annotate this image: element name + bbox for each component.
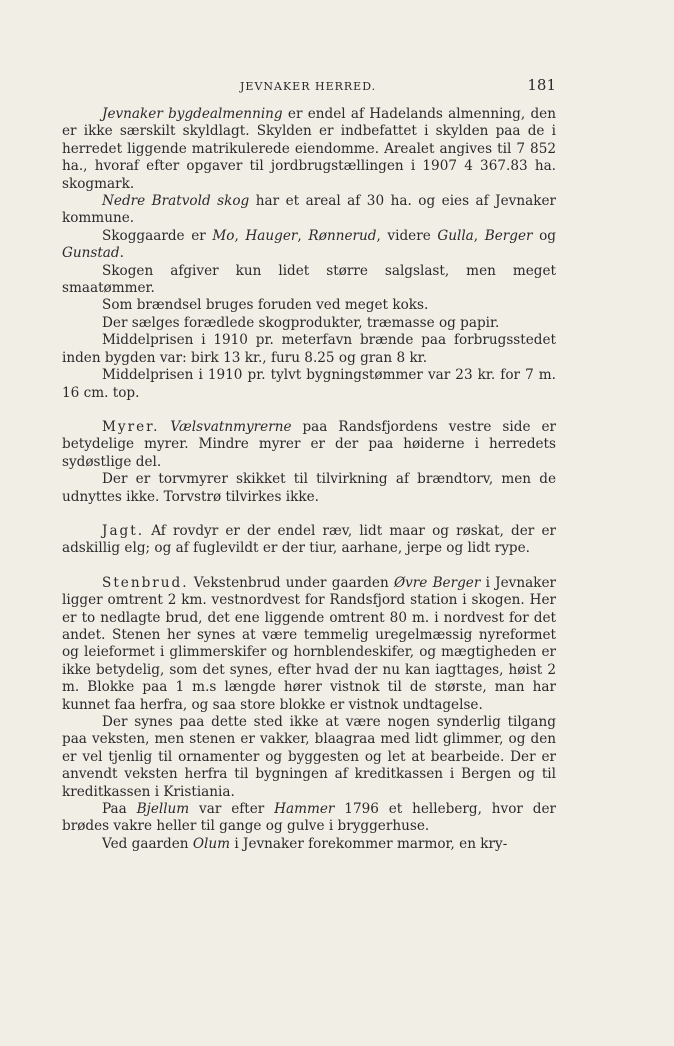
paragraph-text: .: [119, 245, 124, 262]
paragraph-skoggaarde: [62, 228, 556, 263]
paragraph-text: 1796 et helleberg, hvor der brødes vakre heller til gange og gulve i bryggerhuse.: [62, 801, 556, 835]
paragraph-text: [159, 419, 170, 435]
paragraph-tilgang: Der synes paa dette sted ikke at være nogen synderlig tilgang paa veksten, men stenen er vakker, blaagraa med lidt glimmer, og den er vel tjenlig til ornamenter og byggesten og let at bearbeide. Der er anvendt veksten herfra til bygningen af kreditkassen i Bergen og til kreditkassen i Kristiania.: [62, 714, 556, 800]
italic-term: Vælsvatnmyrerne: [170, 418, 292, 435]
italic-term: Berger: [484, 227, 533, 244]
paragraph-torvmyrer: Der er torvmyrer skikket til tilvirkning af brændtorv, men de udnyttes ikke. Torvstrø tilvirkes ikke.: [62, 471, 556, 505]
paragraph-text: Paa: [102, 801, 137, 818]
italic-term: Hauger: [245, 227, 298, 244]
paragraph-text: har et areal af 30 ha. og eies af Jevnaker kommune.: [62, 193, 556, 227]
page-number: 181: [527, 76, 556, 94]
paragraph-text: Af rovdyr er der endel ræv, lidt maar og røskat, der er adskillig elg; og af fuglevildt er der tiur, aarhane, jerpe og lidt rype.: [62, 522, 556, 557]
italic-term: Hammer: [274, 801, 335, 818]
paragraph-myrer: [62, 419, 556, 471]
paragraph-text: i Jevnaker forekommer marmor, en kry-: [230, 835, 508, 852]
paragraph-stenbrud: [62, 575, 556, 714]
paragraph-middelpris-braende: Middelprisen i 1910 pr. meterfavn brænde paa forbrugsstedet inden bygden var: birk 13 kr., furu 8.25 og gran 8 kr.: [62, 332, 556, 366]
header-title: JEVNAKER HERRED.: [240, 80, 377, 93]
section-gap: [62, 402, 556, 419]
paragraph-text: var efter: [189, 801, 275, 818]
paragraph-text: ,: [234, 227, 246, 244]
paragraph-salgslast: Skogen afgiver kun lidet større salgslast, men meget smaatømmer.: [62, 262, 556, 297]
paragraph-text: , videre: [376, 227, 438, 244]
italic-term: Bjellum: [136, 801, 190, 818]
italic-term: Øvre Berger: [393, 574, 481, 591]
paragraph-braendsel: Som brændsel bruges foruden ved meget koks.: [102, 297, 429, 314]
paragraph-jagt: [62, 523, 556, 558]
section-heading: Myrer.: [102, 418, 160, 435]
paragraph-text: Skoggaarde er: [102, 227, 213, 244]
paragraph-text: Vekstenbrud under gaarden: [188, 574, 394, 591]
paragraph-text: ,: [297, 227, 309, 244]
paragraph-bjellum: [62, 801, 556, 836]
italic-term: Jevnaker bygdealmenning: [102, 106, 283, 122]
paragraph-olum: [62, 836, 556, 853]
italic-term: Nedre Bratvold skog: [102, 193, 250, 210]
paragraph-bratvold: [62, 193, 556, 228]
paragraph-middelpris-tommer: Middelprisen i 1910 pr. tylvt bygningstømmer var 23 kr. for 7 m. 16 cm. top.: [62, 367, 556, 401]
italic-term: Gulla: [437, 227, 474, 244]
italic-term: Rønnerud: [308, 227, 377, 244]
page-body: [62, 106, 556, 853]
paragraph-bygdealmenning: [62, 106, 556, 193]
paragraph-text: paa Randsfjordens vestre side er betydelige myrer. Mindre myrer er der paa høiderne i herredets sydøstlige del.: [62, 418, 556, 470]
running-header: [62, 76, 556, 98]
paragraph-skogprodukter: Der sælges forædlede skogprodukter, træmasse og papir.: [102, 314, 500, 331]
paragraph-text: Ved gaarden: [102, 835, 193, 852]
section-gap: [62, 506, 556, 523]
section-heading: Jagt.: [102, 522, 145, 539]
section-gap: [62, 558, 556, 575]
section-heading: Stenbrud.: [102, 574, 189, 591]
paragraph-text: er endel af Hadelands almenning, den er ikke særskilt skyldlagt. Skylden er indbefattet i skylden paa de i herredet liggende matrikulerede eiendomme. Arealet angives til 7 852 ha., hvoraf efter opgaver til jordbrugstællingen i 1907 4 367.83 ha. skogmark.: [62, 106, 556, 192]
paragraph-text: i Jevnaker ligger omtrent 2 km. vestnordvest for Randsfjord station i skogen. Her er to nedlagte brud, det ene liggende omtrent 80 m. i nordvest for det andet. Stenen her synes at være temmelig uregelmæssig nyreformet og leieformet i glimmerskifer og hornblendeskifer, og mægtigheden er ikke betydelig, som det synes, efter hvad der nu kan iagttages, høist 2 m. Blokke paa 1 m.s længde hører vistnok til de største, man har kunnet faa herfra, og saa store blokke er vistnok undtagelse.: [62, 574, 556, 713]
paragraph-text: og: [532, 227, 556, 244]
italic-term: Gunstad: [62, 245, 120, 262]
paragraph-text: ,: [473, 227, 485, 244]
italic-term: Mo: [212, 227, 235, 244]
italic-term: Olum: [192, 835, 231, 852]
